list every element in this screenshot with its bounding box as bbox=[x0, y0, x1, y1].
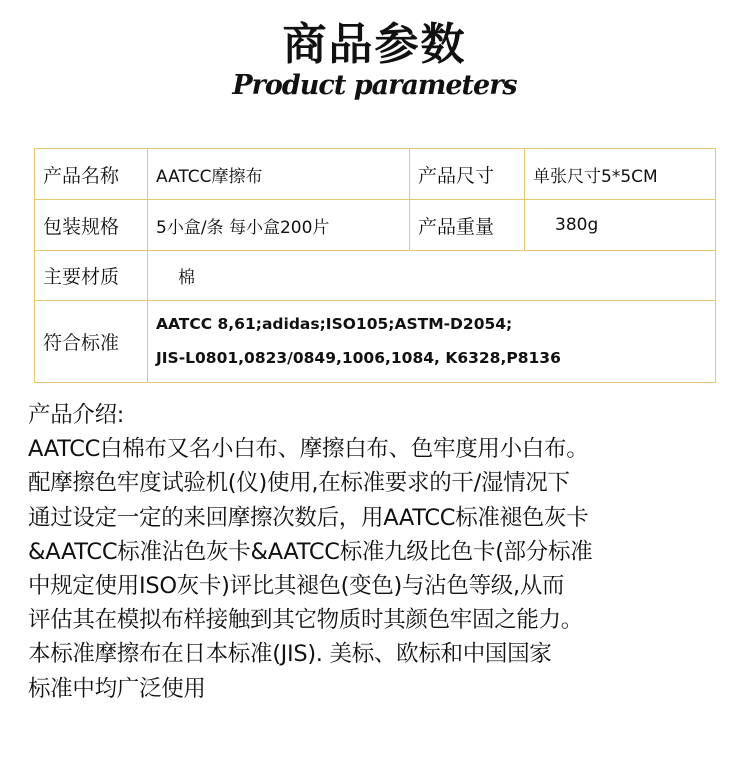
intro-heading: 产品介绍: bbox=[28, 402, 125, 428]
standard-line-1: AATCC 8,61;adidas;ISO105;ASTM-D2054; bbox=[156, 314, 513, 333]
table-row bbox=[35, 149, 716, 200]
product-parameters-table bbox=[34, 148, 716, 383]
material-label: 主要材质 bbox=[35, 251, 148, 301]
product-name-value: AATCC摩擦布 bbox=[148, 149, 410, 200]
intro-line: 评估其在模拟布样接触到其它物质时其颜色牢固之能力。 bbox=[28, 607, 584, 634]
intro-line: 通过设定一定的来回摩擦次数后，用AATCC标准褪色灰卡 bbox=[28, 504, 589, 531]
intro-line: 中规定使用ISO灰卡)评比其褪色(变色)与沾色等级,从而 bbox=[28, 573, 565, 600]
standard-line-2: JIS-L0801,0823/0849,1006,1084, K6328,P8136 bbox=[156, 348, 561, 367]
standard-value bbox=[148, 301, 716, 383]
product-size-label: 产品尺寸 bbox=[410, 149, 525, 200]
intro-line: &AATCC标准沾色灰卡&AATCC标准九级比色卡(部分标准 bbox=[28, 538, 593, 565]
product-name-label: 产品名称 bbox=[35, 149, 148, 200]
packaging-label: 包装规格 bbox=[35, 200, 148, 251]
table-row bbox=[35, 200, 716, 251]
table-row bbox=[35, 251, 716, 301]
standard-label: 符合标准 bbox=[35, 301, 148, 383]
product-size-value: 单张尺寸5*5CM bbox=[525, 149, 716, 200]
table-row bbox=[35, 301, 716, 383]
intro-line: AATCC白棉布又名小白布、摩擦白布、色牢度用小白布。 bbox=[28, 436, 589, 463]
page-title: 商品参数 bbox=[282, 19, 467, 70]
intro-line: 本标准摩擦布在日本标准(JIS). 美标、欧标和中国国家 bbox=[28, 641, 552, 668]
product-introduction bbox=[28, 398, 728, 706]
material-value: 棉 bbox=[148, 251, 716, 301]
product-weight-label: 产品重量 bbox=[410, 200, 525, 251]
packaging-value: 5小盒/条 每小盒200片 bbox=[148, 200, 410, 251]
intro-line: 标准中均广泛使用 bbox=[28, 675, 206, 702]
page-subtitle: Product parameters bbox=[232, 70, 517, 101]
product-weight-value: 380g bbox=[525, 200, 716, 251]
intro-line: 配摩擦色牢度试验机(仪)使用,在标准要求的干/湿情况下 bbox=[28, 470, 570, 497]
